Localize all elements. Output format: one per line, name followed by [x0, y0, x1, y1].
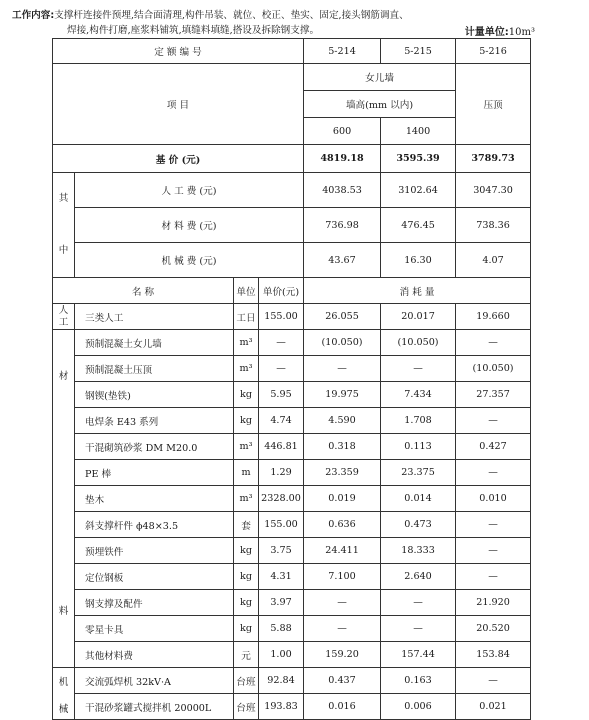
consumption-value: 23.359	[304, 460, 381, 486]
unit-price: 193.83	[259, 694, 304, 720]
consumption-value: 0.010	[456, 486, 531, 512]
item-unit: 元	[234, 642, 259, 668]
parapet-label: 女儿墙	[304, 64, 456, 91]
quota-table	[52, 38, 531, 720]
item-name: 干混砂浆罐式搅拌机 20000L	[75, 694, 234, 720]
measure-unit	[465, 23, 535, 38]
height-value: 600	[304, 118, 381, 145]
of-which-bottom: 中	[58, 245, 69, 256]
item-unit: kg	[234, 590, 259, 616]
wall-height-label: 墙高(mm 以内)	[304, 91, 456, 118]
consumption-value: 0.636	[304, 512, 381, 538]
consumption-value: 23.375	[381, 460, 456, 486]
consumption-value: 0.163	[381, 668, 456, 694]
item-name: 钢锲(垫铁)	[75, 382, 234, 408]
machines-body	[53, 668, 531, 720]
coping-label: 压顶	[456, 64, 531, 145]
item-name: 定位钢板	[75, 564, 234, 590]
materials-body	[53, 330, 531, 668]
unit-price: —	[259, 356, 304, 382]
consumption-value: —	[456, 408, 531, 434]
height-value: 1400	[381, 118, 456, 145]
labor-name: 三类人工	[75, 304, 234, 330]
category-char-top: 机	[58, 677, 69, 688]
consumption-value: —	[456, 538, 531, 564]
cost-value: 3047.30	[456, 173, 531, 208]
base-price-value: 4819.18	[304, 145, 381, 173]
cost-value: 43.67	[304, 243, 381, 278]
material-row	[53, 590, 531, 616]
item-unit: 台班	[234, 668, 259, 694]
category-char-bottom: 械	[58, 704, 69, 715]
measure-unit-label: 计量单位:	[464, 27, 509, 38]
unit-price: 1.00	[259, 642, 304, 668]
consumption-value: 0.006	[381, 694, 456, 720]
item-unit: kg	[234, 538, 259, 564]
machine-category	[53, 668, 75, 720]
labor-cat-top: 人	[58, 304, 69, 316]
unit-price: 4.31	[259, 564, 304, 590]
unit-price: 5.95	[259, 382, 304, 408]
material-row	[53, 382, 531, 408]
quota-number: 5-215	[381, 39, 456, 64]
item-name: 电焊条 E43 系列	[75, 408, 234, 434]
item-name: 其他材料费	[75, 642, 234, 668]
work-content-label: 工作内容:	[12, 10, 55, 21]
consumption-value: —	[456, 564, 531, 590]
item-unit: m³	[234, 356, 259, 382]
item-name: 斜支撑杆件 ϕ48×3.5	[75, 512, 234, 538]
labor-price: 155.00	[259, 304, 304, 330]
consumption-value: —	[304, 356, 381, 382]
consumption-value: 157.44	[381, 642, 456, 668]
col-name-header: 名 称	[53, 278, 234, 304]
item-name: 预制混凝土女儿墙	[75, 330, 234, 356]
unit-price: 3.97	[259, 590, 304, 616]
material-row	[53, 538, 531, 564]
item-header-row	[53, 64, 531, 91]
col-price-header: 单价(元)	[259, 278, 304, 304]
cost-value: 736.98	[304, 208, 381, 243]
unit-price: —	[259, 330, 304, 356]
item-name: 交流弧焊机 32kV·A	[75, 668, 234, 694]
consumption-value: 7.100	[304, 564, 381, 590]
consumption-value: —	[304, 616, 381, 642]
consumption-value: 159.20	[304, 642, 381, 668]
consumption-value: 153.84	[456, 642, 531, 668]
cost-value: 476.45	[381, 208, 456, 243]
cost-value: 16.30	[381, 243, 456, 278]
item-unit: kg	[234, 616, 259, 642]
material-row	[53, 486, 531, 512]
quota-number-row	[53, 39, 531, 64]
material-row	[53, 434, 531, 460]
item-name: 垫木	[75, 486, 234, 512]
consumption-value: 0.473	[381, 512, 456, 538]
cost-value: 4038.53	[304, 173, 381, 208]
of-which-top: 其	[58, 193, 69, 204]
item-unit: 台班	[234, 694, 259, 720]
of-which-label	[53, 173, 75, 278]
labor-cat-bottom: 工	[58, 316, 69, 328]
item-unit: kg	[234, 408, 259, 434]
item-label: 项 目	[53, 64, 304, 145]
item-name: 预制混凝土压顶	[75, 356, 234, 382]
labor-value: 26.055	[304, 304, 381, 330]
item-name: 钢支撑及配件	[75, 590, 234, 616]
item-unit: kg	[234, 564, 259, 590]
category-char-bottom: 料	[58, 606, 69, 617]
material-category	[53, 330, 75, 668]
material-row	[53, 642, 531, 668]
item-name: 干混砌筑砂浆 DM M20.0	[75, 434, 234, 460]
labor-category	[53, 304, 75, 330]
quota-number: 5-216	[456, 39, 531, 64]
consumption-value: 0.016	[304, 694, 381, 720]
labor-value: 19.660	[456, 304, 531, 330]
cost-breakdown-row	[53, 243, 531, 278]
consumption-value: —	[381, 616, 456, 642]
cost-value: 738.36	[456, 208, 531, 243]
cost-name: 机 械 费 (元)	[75, 243, 304, 278]
item-name: 预埋铁件	[75, 538, 234, 564]
cost-value: 4.07	[456, 243, 531, 278]
consumption-value: 24.411	[304, 538, 381, 564]
material-row	[53, 460, 531, 486]
consumption-value: (10.050)	[456, 356, 531, 382]
col-unit-header: 单位	[234, 278, 259, 304]
col-consumption-header: 消 耗 量	[304, 278, 531, 304]
item-name: PE 棒	[75, 460, 234, 486]
base-price-value: 3595.39	[381, 145, 456, 173]
consumption-value: —	[456, 512, 531, 538]
unit-price: 3.75	[259, 538, 304, 564]
quota-number-label: 定 额 编 号	[53, 39, 304, 64]
consumption-value: 0.427	[456, 434, 531, 460]
work-content-line2: 焊接,构件打磨,座浆料铺筑,填缝料填缝,搭设及拆除钢支撑。	[67, 25, 320, 36]
consumption-value: 4.590	[304, 408, 381, 434]
consumption-value: 7.434	[381, 382, 456, 408]
consumption-value: 2.640	[381, 564, 456, 590]
labor-value: 20.017	[381, 304, 456, 330]
quota-number: 5-214	[304, 39, 381, 64]
consumption-value: 0.318	[304, 434, 381, 460]
consumption-value: —	[456, 330, 531, 356]
cost-name: 材 料 费 (元)	[75, 208, 304, 243]
base-price-value: 3789.73	[456, 145, 531, 173]
labor-row	[53, 304, 531, 330]
item-name: 零星卡具	[75, 616, 234, 642]
consumption-value: 18.333	[381, 538, 456, 564]
consumption-value: 0.113	[381, 434, 456, 460]
unit-price: 1.29	[259, 460, 304, 486]
unit-price: 155.00	[259, 512, 304, 538]
category-char-top: 材	[58, 371, 69, 382]
consumption-value: 1.708	[381, 408, 456, 434]
consumption-value: 27.357	[456, 382, 531, 408]
consumption-value: —	[456, 668, 531, 694]
consumption-value: (10.050)	[304, 330, 381, 356]
unit-price: 2328.00	[259, 486, 304, 512]
base-price-label: 基 价 (元)	[53, 145, 304, 173]
item-unit: m³	[234, 434, 259, 460]
material-row	[53, 616, 531, 642]
consumption-value: 21.920	[456, 590, 531, 616]
material-row	[53, 408, 531, 434]
consumption-value: 0.021	[456, 694, 531, 720]
cost-breakdown-row	[53, 208, 531, 243]
item-unit: m³	[234, 330, 259, 356]
consumption-value: —	[381, 356, 456, 382]
consumption-value: —	[456, 460, 531, 486]
unit-price: 446.81	[259, 434, 304, 460]
consumption-value: 0.019	[304, 486, 381, 512]
unit-price: 5.88	[259, 616, 304, 642]
material-row	[53, 356, 531, 382]
consumption-value: 20.520	[456, 616, 531, 642]
unit-price: 92.84	[259, 668, 304, 694]
material-row	[53, 330, 531, 356]
item-unit: kg	[234, 382, 259, 408]
consumption-value: —	[381, 590, 456, 616]
cost-breakdown-row	[53, 173, 531, 208]
item-unit: m	[234, 460, 259, 486]
material-row	[53, 564, 531, 590]
consumption-value: 0.437	[304, 668, 381, 694]
material-row	[53, 512, 531, 538]
cost-name: 人 工 费 (元)	[75, 173, 304, 208]
consumption-value: (10.050)	[381, 330, 456, 356]
measure-unit-value: 10m³	[508, 27, 535, 38]
unit-price: 4.74	[259, 408, 304, 434]
machine-row	[53, 694, 531, 720]
consumption-value: —	[304, 590, 381, 616]
cost-value: 3102.64	[381, 173, 456, 208]
base-price-row	[53, 145, 531, 173]
work-content-line1: 支撑杆连接件预埋,结合面清理,构件吊装、就位、校正、垫实、固定,接头钢筋调直、	[54, 10, 409, 21]
item-unit: 套	[234, 512, 259, 538]
consumption-value: 0.014	[381, 486, 456, 512]
labor-unit: 工日	[234, 304, 259, 330]
column-header-row	[53, 278, 531, 304]
consumption-value: 19.975	[304, 382, 381, 408]
item-unit: m³	[234, 486, 259, 512]
machine-row	[53, 668, 531, 694]
